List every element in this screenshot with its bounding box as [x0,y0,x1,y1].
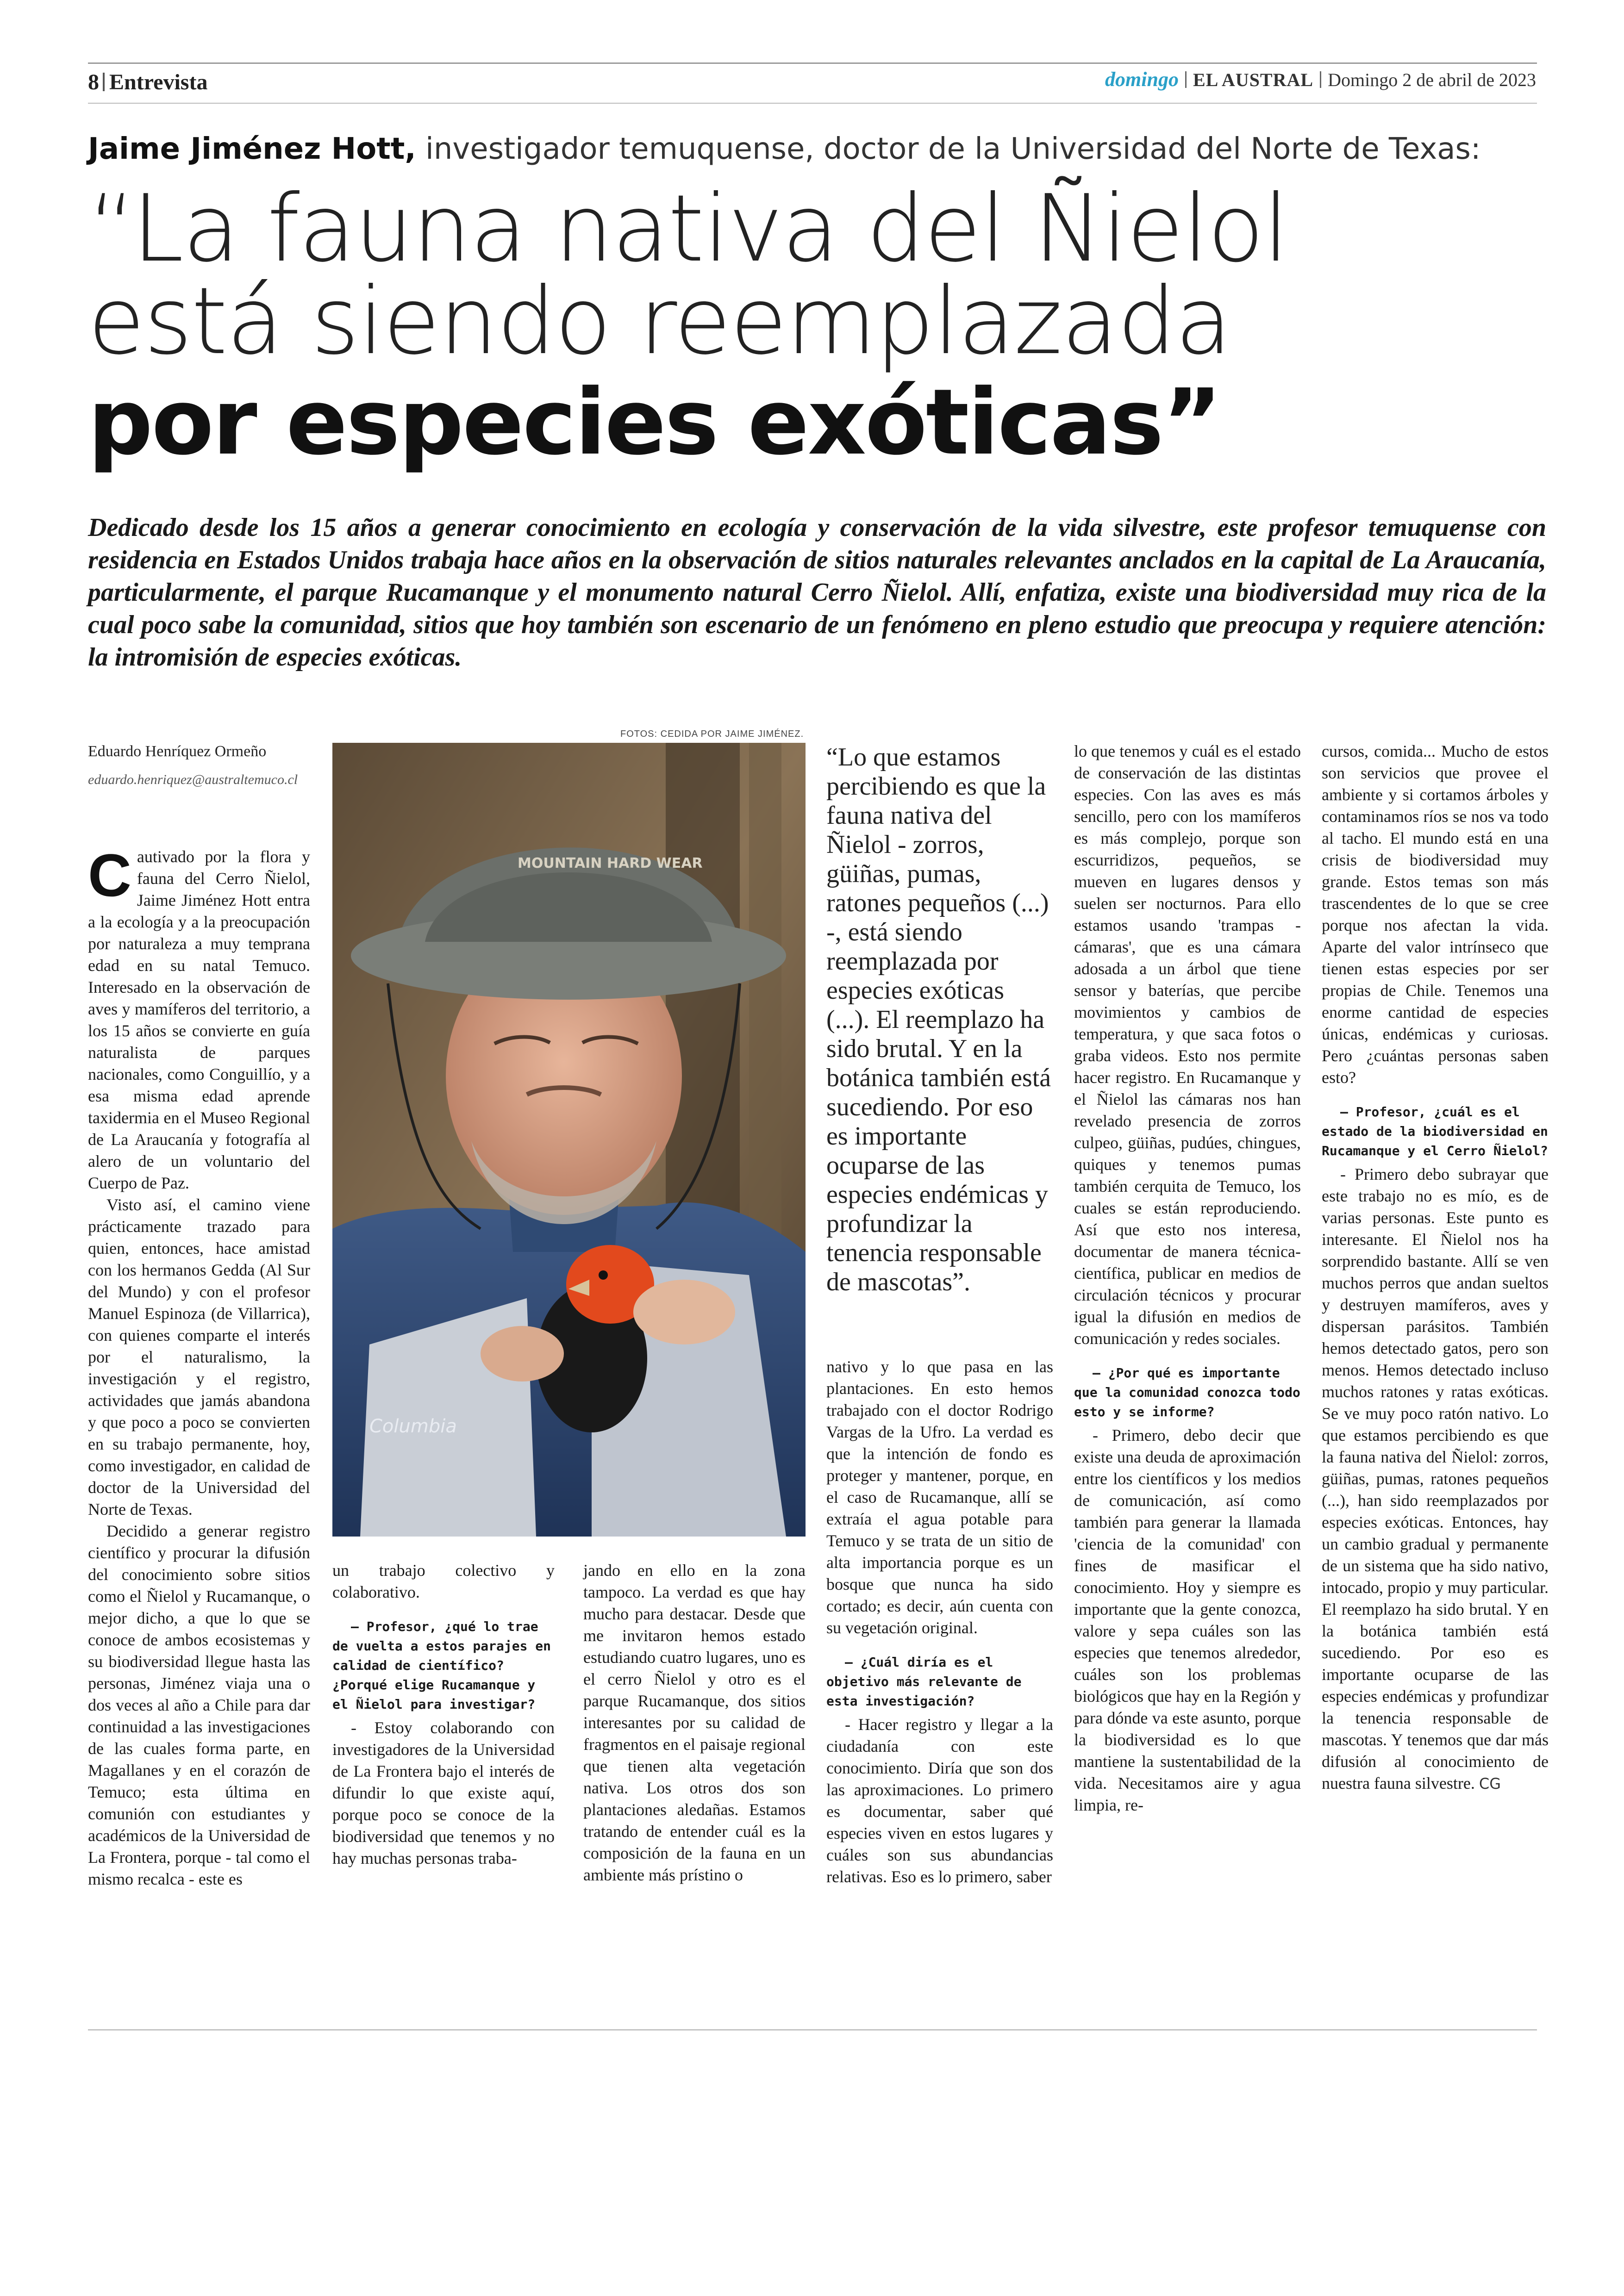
paragraph: nativo y lo que pasa en las plantaciones. En esto hemos trabajado con el doctor Rodrigo Vargas de la Ufro. La verdad es que la intención de fondo es proteger y mantener, porque, en el caso de Rucamanque, allí se extraía el agua potable para Temuco y se trata de un sitio de alta importancia porque es un bosque que nunca ha sido cortado; es decir, aún cuenta con su vegetación original. [826,1357,1053,1637]
newspaper-name: EL AUSTRAL [1193,69,1314,90]
header-rule [88,62,1537,64]
page-number: 8 [88,70,99,94]
byline-email[interactable]: eduardo.henriquez@australtemuco.cl [88,772,298,787]
paragraph: - Estoy colaborando con investigadores de la Universidad de La Frontera bajo el interés de difundir lo que existe aquí, porque poco se conoce de la biodiversidad que tenemos y no hay muchas personas traba- [332,1718,555,1867]
paragraph: Cautivado por la flora y fauna del Cerro Ñielol, Jaime Jiménez Hott entra a la ecología y a la preocupación por naturaleza a muy temprana edad en su natal Temuco. Interesado en la observación de aves y mamíferos del territorio, a los 15 años se convierte en guía naturalista de parques nacionales, como Conguillío, y a esa misma edad aprende taxidermia en el Museo Regional de La Araucanía y fotografía al alero de un voluntario del Cuerpo de Paz. [88,841,310,1192]
column-4 [826,1356,1053,1888]
portrait-photo [332,743,806,1537]
headline-line-3: por especies exóticas” [88,370,1221,475]
lede: Dedicado desde los 15 años a generar conocimiento en ecología y conservación de la vida silvestre, este profesor temuquense con residencia en Estados Unidos trabaja hace años en la observación de sitios naturales relevantes anclados en la capital de La Araucanía, particularmente, el parque Rucamanque y el monumento natural Cerro Ñielol. Allí, enfatiza, existe una biodiversidad muy rica de la cual poco sabe la comunidad, sitios que hoy también son escenario de un fenómeno en pleno estudio que preocupa y requiere atención: la intromisión de especies exóticas. [88,513,1546,672]
interview-question: – Profesor, ¿qué lo trae de vuelta a estos parajes en calidad de científico? ¿Porqué elige Rucamanque y el Ñielol para investigar? [332,1619,551,1712]
kicker-description: investigador temuquense, doctor de la Universidad del Norte de Texas: [425,132,1481,166]
column-2 [332,1560,555,1869]
paragraph: Decidido a generar registro científico y procurar la difusión del conocimiento sobre sitios como el Ñielol y Rucamanque, o mejor dicho, a que lo que se conoce de ambos ecosistemas y su biodiversidad llegue hasta las personas, Jiménez viaja una o dos veces al año a Chile para dar continuidad a las investigaciones de las cuales forma parte, en Magallanes y en el corazón de Temuco; esta última en comunión con estudiantes y académicos de la Universidad de La Frontera, porque - tal como el mismo recalca - este es [88,1522,310,1888]
kicker [88,132,1480,166]
paragraph: jando en ello en la zona tampoco. La verdad es que hay mucho para destacar. Desde que me invitaron hemos estado estudiando cuatro lugares, uno es el cerro Ñielol y otro es el parque Rucamanque, dos sitios interesantes por su calidad de fragmentos en el paisaje regional que tienen alta vegetación nativa. Los otros dos son plantaciones aledañas. Estamos tratando de entender cuál es la composición de la fauna en un ambiente más prístino o [583,1561,806,1884]
paragraph: un trabajo colectivo y colaborativo. [332,1561,555,1601]
masthead-divider-2 [1320,71,1321,88]
kicker-name: Jaime Jiménez Hott, [88,132,416,166]
header-rule-lower [88,103,1537,104]
column-5 [1074,740,1301,1816]
paragraph: - Primero debo subrayar que este trabajo no es mío, es de varias personas. Este punto es interesante. El Ñielol nos ha sorprendido bastante. Allí se ven muchos perros que andan sueltos y destruyen mamíferos, aves y dispersan parásitos. También hemos detectado gatos, pero son menos. Hemos detectado incluso muchos ratones y ratas exóticas. Se ve muy poco ratón nativo. Lo que estamos percibiendo es que la fauna nativa del Ñielol: zorros, güiñas, pumas, ratones pequeños (...), han sido reemplazados por especies exóticas. Entonces, hay un cambio gradual y permanente de un sistema que ha sido nativo, intocado, propio y muy particular. El reemplazo ha sido brutal. Y en la botánica también está sucediendo. Por eso es importante ocuparse de las especies endémicas y profundizar la tenencia responsable de mascotas. Y tenemos que dar más difusión al conocimiento de nuestra fauna silvestre. CG [1322,1165,1549,1792]
column-6 [1322,740,1549,1795]
end-mark-icon: CG [1479,1775,1501,1792]
interview-question: – ¿Cuál diría es el objetivo más relevante de esta investigación? [826,1655,1022,1709]
photo-illustration [332,743,806,1537]
paragraph: Visto así, el camino viene prácticamente trazado para quien, entonces, hace amistad con los hermanos Gedda (Al Sur del Mundo) y con el profesor Manuel Espinoza (de Villarrica), con quienes comparte el interés por el naturalismo, la investigación y el registro, actividades que jamás abandona y que poco a poco se convierten en su trabajo permanente, hoy, como investigador, en calidad de doctor de la Universidad del Norte de Texas. [88,1195,310,1518]
paragraph: - Hacer registro y llegar a la ciudadanía con este conocimiento. Diría que son dos las aproximaciones. Lo primero es documentar, saber qué especies viven en estos lugares y cuáles son sus abundancias relativas. Eso es lo primero, saber [826,1715,1053,1886]
hat-logo-text: MOUNTAIN HARD WEAR [518,855,703,871]
paragraph: lo que tenemos y cuál es el estado de conservación de las distintas especies. Con las aves es más sencillo, pero con los mamíferos es más complejo, porque son escurridizos, pequeños, se mueven en lugares densos y suelen ser nocturnos. Para ello estamos usando 'trampas - cámaras', que es una cámara adosada a un árbol que tiene sensor y baterías, que percibe movimientos y cambios de temperatura, y que saca fotos o graba videos. Esto nos permite hacer registro. En Rucamanque y el Ñielol las cámaras nos han revelado presencia de zorros culpeo, güiñas, pudúes, chingues, quiques y tenemos pumas también cerquita de Temuco, los cuales se están reproduciendo. Así que esto nos interesa, documentar de manera técnica-científica, publicar en medios de circulación técnicos y procurar igual la difusión en medios de comunicación y redes sociales. [1074,742,1301,1348]
headline-line-2: está siendo reemplazada [88,268,1231,375]
page-folio [88,69,207,95]
headline-line-1: “La fauna nativa del Ñielol [88,175,1288,283]
supplement-logo: domingo [1105,68,1179,91]
pull-quote: “Lo que estamos percibiendo es que la fauna nativa del Ñielol - zorros, güiñas, pumas, ratones pequeños (...) -, está siendo reemplazada por especies exóticas (...). El reemplazo ha sido brutal. Y en la botánica también está sucediendo. Por eso es importante ocuparse de las especies endémicas y profundizar la tenencia responsable de mascotas”. [826,743,1051,1296]
interview-question: – ¿Por qué es importante que la comunidad conozca todo esto y se informe? [1074,1365,1300,1419]
drop-cap: C [88,841,131,909]
issue-date: Domingo 2 de abril de 2023 [1328,69,1536,90]
masthead-divider [1185,71,1187,88]
byline-author: Eduardo Henríquez Ormeño [88,743,267,760]
folio-divider [103,73,105,91]
masthead [1105,68,1536,91]
headline [88,175,1288,475]
paragraph: cursos, comida... Mucho de estos son servicios que provee el ambiente y si cortamos árboles y contaminamos ríos se nos va todo al tacho. El mundo está en una crisis de biodiversidad muy grande. Estos temas son más trascendentes de lo que se cree porque nos afectan la vida. Aparte del valor intrínseco que tienen estas especies por ser propias de Chile. Tenemos una enorme cantidad de especies únicas, endémicas y curiosas. Pero ¿cuántas personas saben esto? [1322,742,1549,1087]
interview-question: – Profesor, ¿cuál es el estado de la biodiversidad en Rucamanque y el Cerro Ñielol? [1322,1104,1548,1158]
section-name: Entrevista [109,70,208,94]
footer-rule [88,2029,1537,2030]
column-1 [88,740,310,1890]
column-3 [583,1560,806,1886]
paragraph: - Primero, debo decir que existe una deuda de aproximación entre los científicos y los medios de comunicación, así como también para generar la llamada 'ciencia de la comunidad' con fines de masificar el conocimiento. Hoy y siempre es importante que la gente conozca, valore y sepa cuáles son las especies que tenemos alrededor, cuáles son los problemas biológicos que hay en la Región y para dónde va este asunto, porque la biodiversidad es lo que mantiene la sustentabilidad de la vida. Necesitamos aire y agua limpia, re- [1074,1426,1301,1814]
jacket-logo-text: Columbia [369,1416,457,1437]
photo-credit: FOTOS: CEDIDA POR JAIME JIMÉNEZ. [620,729,804,739]
